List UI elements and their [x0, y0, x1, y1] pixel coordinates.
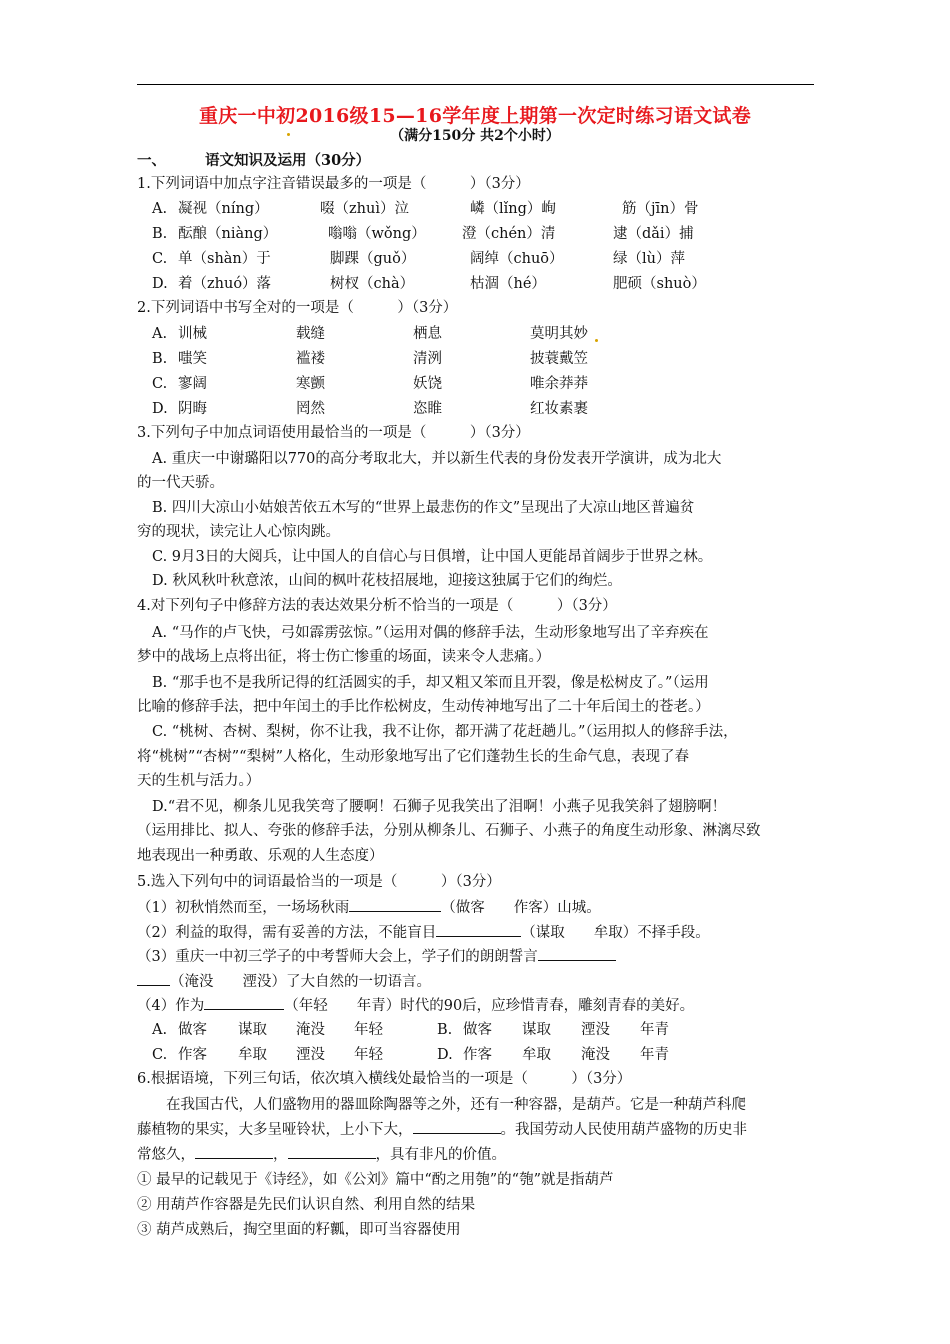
q2-cell: 褴褛 — [296, 351, 325, 367]
option-word: 年轻 — [354, 1047, 383, 1063]
sentence-text: （年轻 年青）时代的90后，应珍惜青春，雕刻青春的美好。 — [284, 998, 695, 1014]
q1-cell: 阔绰（chuō） — [470, 251, 564, 267]
q1-cell: 枯涸（hé） — [470, 276, 546, 292]
sentence-text: （做客 作客）山城。 — [441, 900, 601, 916]
q2-cell: 清洌 — [413, 351, 442, 367]
option-word: 牟取 — [238, 1047, 267, 1063]
q3-option-a-cont: 的一代天骄。 — [137, 475, 224, 491]
option-word: 做客 — [178, 1022, 207, 1038]
option-word: 做客 — [463, 1022, 492, 1038]
q2-cell: 寒颤 — [296, 376, 325, 392]
q1-cell: 绿（lù）萍 — [613, 251, 685, 267]
option-label: C. — [152, 251, 168, 267]
q2-cell: 罔然 — [296, 401, 325, 417]
option-word: 湮没 — [581, 1022, 610, 1038]
q4-option-b: B. “那手也不是我所记得的红活圆实的手，却又粗又笨而且开裂，像是松树皮了。”（运用 — [152, 675, 709, 691]
q2-cell: 唯余莽莽 — [530, 376, 588, 392]
q5-sentence-3-cont — [137, 972, 431, 991]
section-title: 语文知识及运用（30分） — [205, 152, 371, 169]
q1-cell: 单（shàn）于 — [178, 251, 271, 267]
answer-blank[interactable] — [137, 972, 170, 986]
q2-cell: 栖息 — [413, 326, 442, 342]
section-number: 一、 — [137, 152, 166, 169]
answer-blank[interactable] — [538, 947, 616, 961]
option-word: 牟取 — [522, 1047, 551, 1063]
answer-blank[interactable] — [288, 1145, 376, 1159]
q5-sentence-2 — [137, 923, 710, 942]
option-word: 淹没 — [296, 1022, 325, 1038]
q2-cell: 莫明其妙 — [530, 326, 588, 342]
q2-cell: 寥阔 — [178, 376, 207, 392]
q2-cell: 阴晦 — [178, 401, 207, 417]
q1-cell: 着（zhuó）落 — [178, 276, 272, 292]
q6-item-2: ② 用葫芦作容器是先民们认识自然、利用自然的结果 — [137, 1197, 476, 1213]
option-word: 淹没 — [581, 1047, 610, 1063]
option-word: 年青 — [640, 1022, 669, 1038]
option-word: 作客 — [463, 1047, 492, 1063]
q2-cell: 披蓑戴笠 — [530, 351, 588, 367]
q2-cell: 红妆素裹 — [530, 401, 588, 417]
option-label: D. — [437, 1047, 453, 1063]
q2-cell: 恣睢 — [413, 401, 442, 417]
option-label: A. — [152, 1022, 168, 1038]
q4-option-a: A. “马作的卢飞快，弓如霹雳弦惊。”（运用对偶的修辞手法，生动形象地写出了辛弃疾在 — [152, 625, 709, 641]
passage-text: ，具有非凡的价值。 — [375, 1147, 506, 1163]
q3-stem: 3.下列句子中加点词语使用最恰当的一项是（ ）（3分） — [137, 425, 530, 441]
q5-stem: 5.选入下列句中的词语最恰当的一项是（ ）（3分） — [137, 874, 501, 890]
q4-option-d-cont: （运用排比、拟人、夸张的修辞手法，分别从柳条儿、石狮子、小燕子的角度生动形象、淋漓尽致 — [137, 823, 761, 839]
q1-cell: 澄（chén）清 — [462, 226, 556, 242]
q4-option-a-cont: 梦中的战场上点将出征，将士伤亡惨重的场面，读来令人悲痛。） — [137, 649, 551, 665]
option-label: D. — [152, 401, 168, 417]
passage-text: 常悠久， — [137, 1147, 195, 1163]
sentence-text: （1）初秋悄然而至，一场场秋雨 — [137, 900, 350, 916]
yellow-dot — [595, 339, 598, 342]
q1-cell: 树杈（chà） — [330, 276, 415, 292]
q5-sentence-3 — [137, 947, 616, 966]
q3-option-b-cont: 穷的现状，读完让人心惊肉跳。 — [137, 524, 340, 540]
q2-cell: 嗤笑 — [178, 351, 207, 367]
q3-option-b: B. 四川大凉山小姑娘苦依五木写的“世界上最悲伤的作文”呈现出了大凉山地区普遍贫 — [152, 500, 695, 516]
option-word: 作客 — [178, 1047, 207, 1063]
q4-option-b-cont: 比喻的修辞手法，把中年闰土的手比作松树皮，生动传神地写出了二十年后闰土的苍老。） — [137, 699, 710, 715]
q1-cell: 逮（dǎi）捕 — [613, 226, 694, 242]
option-word: 谋取 — [522, 1022, 551, 1038]
q1-cell: 嗡嗡（wǒng） — [328, 226, 426, 242]
q3-option-c: C. 9月3日的大阅兵，让中国人的自信心与日俱增，让中国人更能昂首阔步于世界之林。 — [152, 549, 713, 565]
option-label: A. — [152, 326, 168, 342]
answer-blank[interactable] — [349, 898, 441, 912]
q4-stem: 4.对下列句子中修辞方法的表达效果分析不恰当的一项是（ ）（3分） — [137, 598, 617, 614]
q4-option-d: D.“君不见，柳条儿见我笑弯了腰啊！石狮子见我笑出了泪啊！小燕子见我笑斜了翅膀啊！ — [152, 799, 727, 815]
q6-item-1: ① 最早的记载见于《诗经》，如《公刘》篇中“酌之用匏”的“匏”就是指葫芦 — [137, 1172, 614, 1188]
sentence-text: （谋取 牟取）不择手段。 — [521, 925, 710, 941]
option-label: D. — [152, 276, 168, 292]
q2-cell: 妖饶 — [413, 376, 442, 392]
passage-text: ， — [273, 1147, 288, 1163]
q1-cell: 脚踝（guǒ） — [330, 251, 416, 267]
q5-sentence-4 — [137, 996, 694, 1015]
sentence-text: （4）作为 — [137, 998, 205, 1014]
option-word: 年轻 — [354, 1022, 383, 1038]
q1-cell: 凝视（níng） — [178, 201, 269, 217]
option-label: B. — [152, 226, 168, 242]
q6-passage-line-1: 在我国古代，人们盛物用的器皿除陶器等之外，还有一种容器，是葫芦。它是一种葫芦科爬 — [166, 1097, 746, 1113]
option-word: 年青 — [640, 1047, 669, 1063]
sentence-text: （2）利益的取得，需有妥善的方法，不能盲目 — [137, 925, 437, 941]
q5-sentence-1 — [137, 898, 601, 917]
q3-option-d: D. 秋风秋叶秋意浓，山间的枫叶花枝招展地，迎接这独属于它们的绚烂。 — [152, 573, 622, 589]
q6-passage-line-3 — [137, 1145, 506, 1164]
option-label: C. — [152, 376, 168, 392]
answer-blank[interactable] — [413, 1120, 501, 1134]
q4-option-d-cont2: 地表现出一种勇敢、乐观的人生态度） — [137, 848, 384, 864]
sentence-text: （淹没 湮没）了大自然的一切语言。 — [170, 974, 431, 990]
q6-item-3: ③ 葫芦成熟后，掏空里面的籽瓤，即可当容器使用 — [137, 1222, 461, 1238]
answer-blank[interactable] — [204, 996, 284, 1010]
page-title: 重庆一中初2016级15—16学年度上期第一次定时练习语文试卷 — [198, 105, 752, 127]
q1-cell: 筋（jīn）骨 — [622, 201, 699, 217]
q6-passage-line-2 — [137, 1120, 747, 1139]
q2-cell: 载缝 — [296, 326, 325, 342]
sentence-text: （3）重庆一中初三学子的中考誓师大会上，学子们的朗朗誓言 — [137, 949, 538, 965]
passage-text: 藤植物的果实，大多呈哑铃状，上小下大， — [137, 1122, 413, 1138]
q1-stem: 1.下列词语中加点字注音错误最多的一项是（ ）（3分） — [137, 176, 530, 192]
q1-cell: 肥硕（shuò） — [613, 276, 706, 292]
option-label: C. — [152, 1047, 168, 1063]
answer-blank[interactable] — [195, 1145, 273, 1159]
q4-option-c-cont2: 天的生机与活力。） — [137, 773, 261, 789]
q1-cell: 酝酿（niàng） — [178, 226, 278, 242]
option-word: 谋取 — [238, 1022, 267, 1038]
q1-cell: 嶙（lǐng）峋 — [470, 201, 556, 217]
option-label: B. — [437, 1022, 453, 1038]
q3-option-a: A. 重庆一中谢璐阳以770的高分考取北大，并以新生代表的身份发表开学演讲，成为北大 — [152, 451, 722, 467]
option-label: A. — [152, 201, 168, 217]
answer-blank[interactable] — [436, 923, 521, 937]
q6-stem: 6.根据语境，下列三句话，依次填入横线处最恰当的一项是（ ）（3分） — [137, 1071, 632, 1087]
top-rule — [137, 84, 814, 85]
q2-cell: 训械 — [178, 326, 207, 342]
page-subtitle: （满分150分 共2个小时） — [390, 128, 560, 144]
option-label: B. — [152, 351, 168, 367]
passage-text: 。我国劳动人民使用葫芦盛物的历史非 — [500, 1122, 747, 1138]
q4-option-c-cont: 将“桃树”“杏树”“梨树”人格化，生动形象地写出了它们蓬勃生长的生命气息，表现了春 — [137, 749, 689, 765]
q4-option-c: C. “桃树、杏树、梨树，你不让我，我不让你，都开满了花赶趟儿。”（运用拟人的修辞手法， — [152, 724, 738, 740]
q1-cell: 啜（zhuì）泣 — [320, 201, 409, 217]
option-word: 湮没 — [296, 1047, 325, 1063]
q2-stem: 2.下列词语中书写全对的一项是（ ）（3分） — [137, 300, 458, 316]
